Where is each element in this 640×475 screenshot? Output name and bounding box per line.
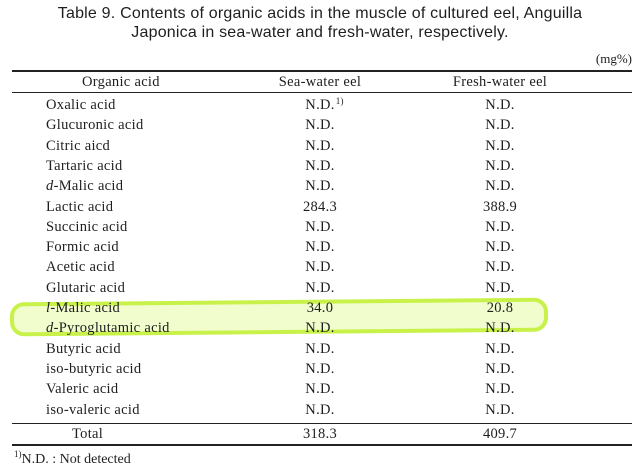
total-label: Total <box>72 426 104 442</box>
row-fresh-water-value: N.D. <box>485 259 515 275</box>
sea-water-value-text: N.D. <box>305 402 335 418</box>
row-sea-water-value <box>255 239 385 255</box>
row-sea-water-value <box>255 138 385 154</box>
row-sea-water-value <box>255 300 385 316</box>
row-acid-name: Lactic acid <box>46 199 114 215</box>
row-acid-name: Oxalic acid <box>46 97 116 113</box>
sea-water-value-text: N.D. <box>305 361 335 377</box>
row-fresh-water-value: N.D. <box>485 97 515 113</box>
table-bottom-rule <box>12 444 632 446</box>
sea-water-value-text: N.D. <box>305 280 335 296</box>
row-sea-water-value <box>255 178 385 194</box>
row-acid-name: Citric aicd <box>46 138 111 154</box>
row-acid-name: iso-butyric acid <box>46 361 142 377</box>
total-sea-water: 318.3 <box>302 426 338 442</box>
row-sea-water-value <box>255 199 385 215</box>
row-sea-water-value: N.D. 1) <box>305 96 344 113</box>
row-sea-water-value <box>255 259 385 275</box>
row-acid-name: Acetic acid <box>46 259 115 275</box>
unit-label: (mg%) <box>595 51 632 66</box>
acid-prefix: l <box>46 300 51 316</box>
row-acid-name: Glutaric acid <box>46 280 126 296</box>
row-fresh-water-value: N.D. <box>485 402 515 418</box>
table-title-line-2: Japonica in sea-water and fresh-water, respectively. <box>131 24 509 41</box>
sea-water-value-text: N.D. <box>305 138 335 154</box>
row-sea-water-value <box>255 219 385 235</box>
sea-water-value-text: 34.0 <box>306 300 334 316</box>
row-fresh-water-value: N.D. <box>485 361 515 377</box>
row-acid-name <box>46 178 123 194</box>
header-organic-acid: Organic acid <box>82 74 160 90</box>
row-fresh-water-value: N.D. <box>485 138 515 154</box>
row-sea-water-value <box>255 320 385 336</box>
sea-water-value-text: N.D. <box>305 341 335 357</box>
row-fresh-water-value: 20.8 <box>486 300 514 316</box>
acid-prefix: d <box>46 178 54 194</box>
row-acid-name: Butyric acid <box>46 341 121 357</box>
row-fresh-water-value: N.D. <box>485 341 515 357</box>
sea-water-value-text: N.D. <box>305 117 335 133</box>
row-sea-water-value <box>255 381 385 397</box>
acid-prefix: d <box>46 320 54 336</box>
sea-water-value-text: N.D. <box>305 97 335 113</box>
row-sea-water-value <box>255 117 385 133</box>
sea-water-value-text: N.D. <box>305 158 335 174</box>
row-acid-name: Formic acid <box>46 239 119 255</box>
row-fresh-water-value: N.D. <box>485 117 515 133</box>
row-sea-water-value <box>255 402 385 418</box>
acid-name-rest: -Malic acid <box>50 300 121 316</box>
header-fresh-water-eel: Fresh-water eel <box>452 74 548 90</box>
row-acid-name <box>46 320 170 336</box>
row-fresh-water-value: N.D. <box>485 381 515 397</box>
row-sea-water-value <box>255 158 385 174</box>
row-fresh-water-value: N.D. <box>485 178 515 194</box>
footnote-text: N.D. : Not detected <box>21 452 131 467</box>
row-acid-name: Glucuronic acid <box>46 117 144 133</box>
row-acid-name: Valeric acid <box>46 381 119 397</box>
sea-water-value-text: N.D. <box>305 259 335 275</box>
row-fresh-water-value: N.D. <box>485 158 515 174</box>
row-acid-name: Succinic acid <box>46 219 128 235</box>
header-rule <box>12 92 632 93</box>
sea-water-value-text: 284.3 <box>302 199 338 215</box>
table-top-rule <box>12 70 632 72</box>
row-acid-name: Tartaric acid <box>46 158 123 174</box>
row-sea-water-value <box>255 280 385 296</box>
table-title <box>0 4 640 42</box>
total-rule <box>12 423 632 424</box>
footnote <box>14 449 131 468</box>
table-title-line-1: Table 9. Contents of organic acids in the muscle of cultured eel, Anguilla <box>57 5 583 22</box>
header-sea-water-eel: Sea-water eel <box>278 74 362 90</box>
row-fresh-water-value: N.D. <box>485 219 515 235</box>
footnote-mark: 1) <box>14 449 22 459</box>
total-fresh-water: 409.7 <box>482 426 518 442</box>
row-sea-water-value <box>255 361 385 377</box>
sea-water-value-text: N.D. <box>305 381 335 397</box>
sea-water-value-text: N.D. <box>305 320 335 336</box>
sea-water-value-text: N.D. <box>305 219 335 235</box>
sea-water-value-text: N.D. <box>305 239 335 255</box>
sea-water-value-text: N.D. <box>305 178 335 194</box>
row-fresh-water-value: N.D. <box>485 320 515 336</box>
row-fresh-water-value: 388.9 <box>482 199 518 215</box>
acid-name-rest: -Malic acid <box>53 178 124 194</box>
row-fresh-water-value: N.D. <box>485 280 515 296</box>
row-fresh-water-value: N.D. <box>485 239 515 255</box>
row-acid-name <box>46 300 120 316</box>
acid-name-rest: -Pyroglutamic acid <box>53 320 170 336</box>
row-acid-name: iso-valeric acid <box>46 402 140 418</box>
row-sea-water-value <box>255 341 385 357</box>
